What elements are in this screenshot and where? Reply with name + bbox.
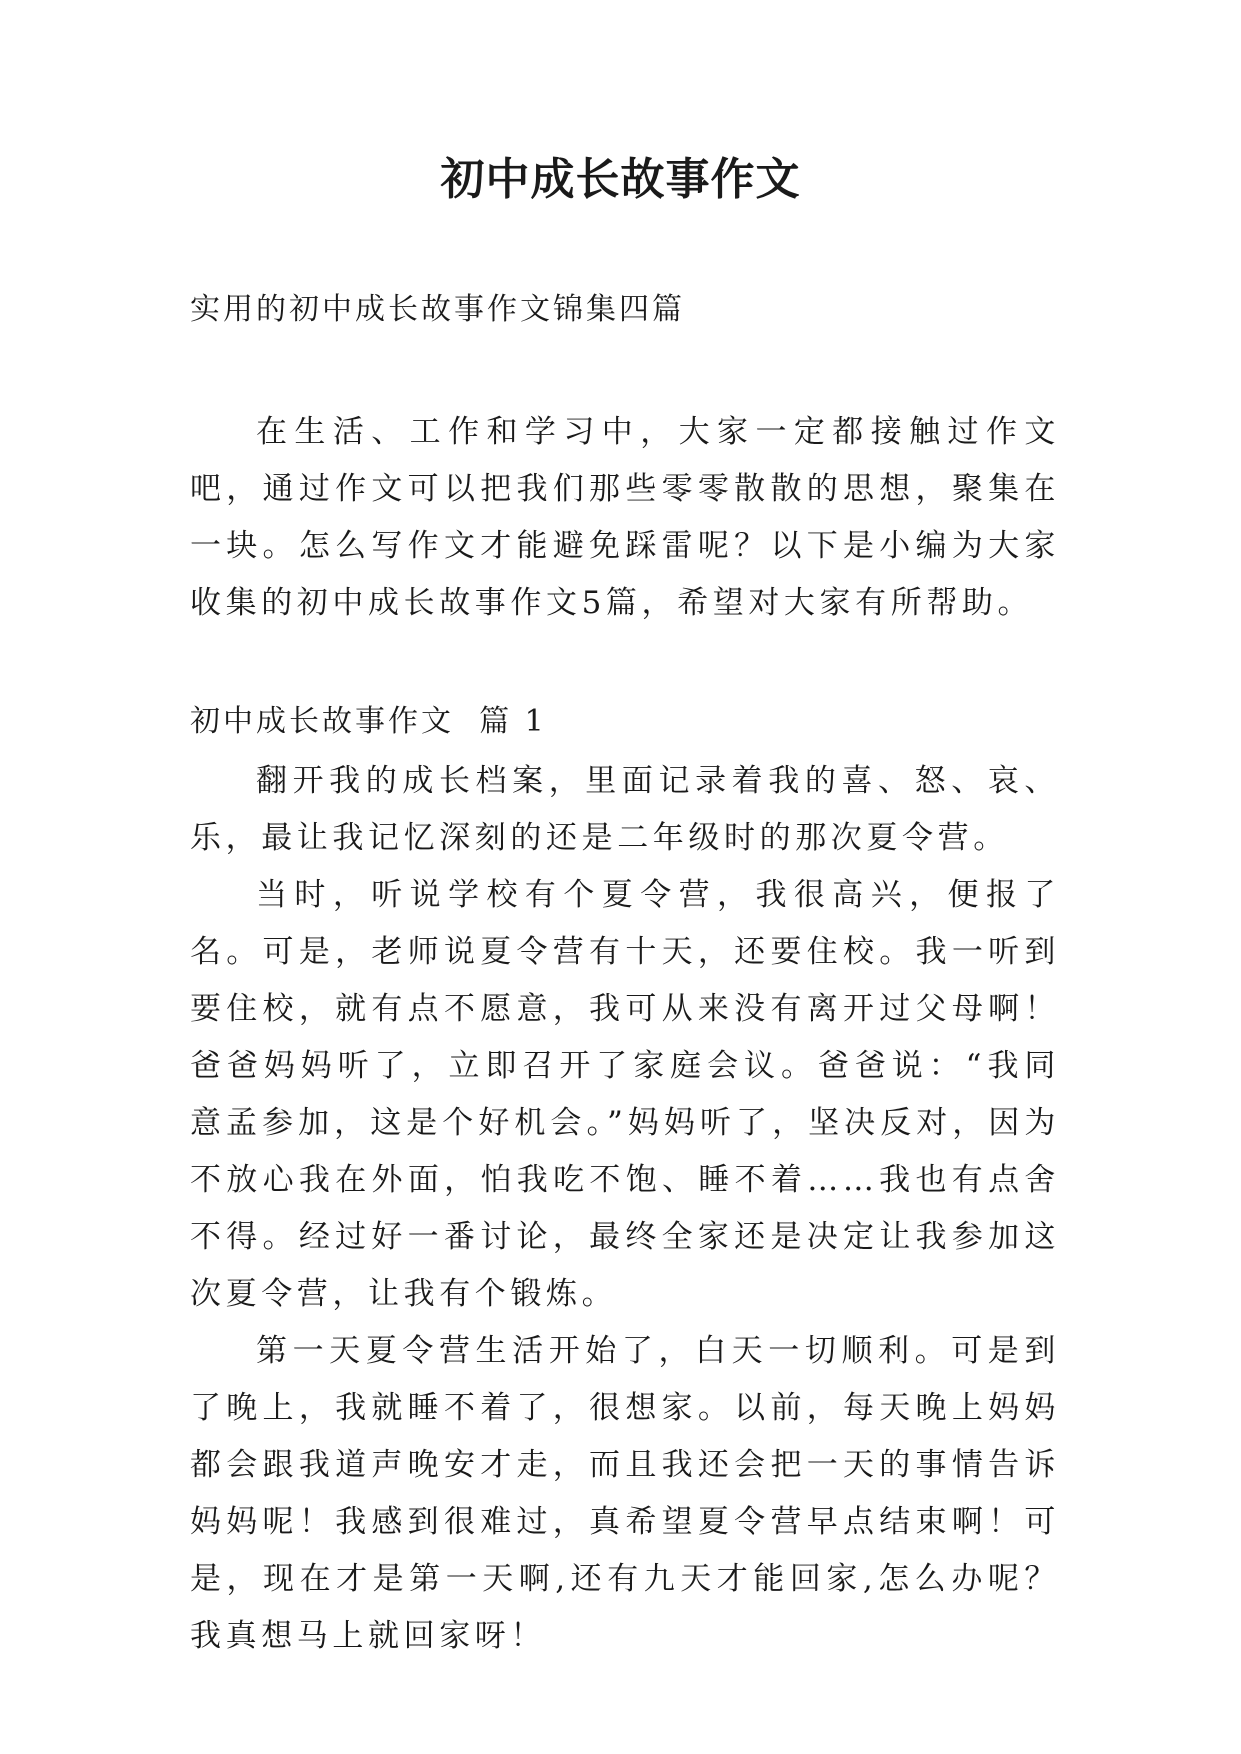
- page-title: 初中成长故事作文: [440, 154, 801, 205]
- body-paragraph: 翻开我的成长档案，里面记录着我的喜、怒、哀、乐，最让我记忆深刻的还是二年级时的那次夏令营。: [190, 763, 1060, 856]
- intro-paragraph: 在生活、工作和学习中，大家一定都接触过作文吧，通过作文可以把我们那些零零散散的思想，聚集在一块。怎么写作文才能避免踩雷呢？以下是小编为大家收集的初中成长故事作文5篇，希望对大家有所帮助。: [190, 414, 1060, 621]
- section-heading: 初中成长故事作文 篇 1: [190, 704, 547, 739]
- document-subtitle: 实用的初中成长故事作文锦集四篇: [190, 292, 685, 327]
- section-body: [190, 753, 1060, 1665]
- body-paragraph: 第一天夏令营生活开始了，白天一切顺利。可是到了晚上，我就睡不着了，很想家。以前，每天晚上妈妈都会跟我道声晚安才走，而且我还会把一天的事情告诉妈妈呢！我感到很难过，真希望夏令营早点结束啊！可是，现在才是第一天啊,还有九天才能回家,怎么办呢？我真想马上就回家呀！: [190, 1333, 1060, 1654]
- intro-block: [190, 404, 1060, 632]
- body-paragraph: 当时，听说学校有个夏令营，我很高兴，便报了名。可是，老师说夏令营有十天，还要住校。我一听到要住校，就有点不愿意，我可从来没有离开过父母啊！爸爸妈妈听了，立即召开了家庭会议。爸爸说：“我同意孟参加，这是个好机会。”妈妈听了，坚决反对，因为不放心我在外面，怕我吃不饱、睡不着……我也有点舍不得。经过好一番讨论，最终全家还是决定让我参加这次夏令营，让我有个锻炼。: [190, 877, 1060, 1312]
